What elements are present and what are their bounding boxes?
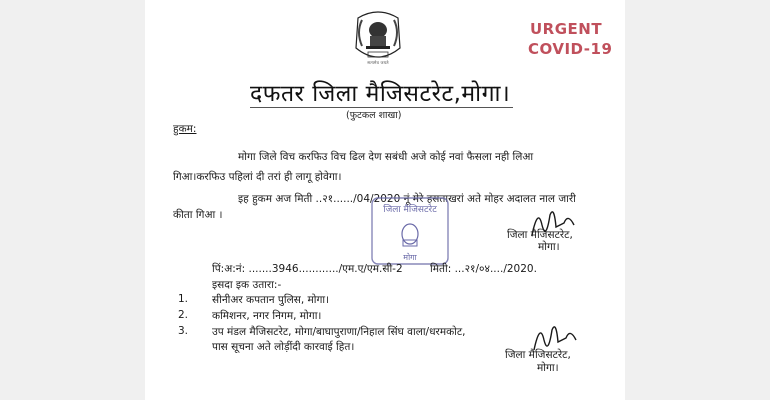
copy-item-1-text: सीनीअर कपतान पुलिस, मोगा। <box>212 294 330 306</box>
order-para1-line1: मोगा जिले विच करफिउ विच ढिल देण सबंधी अजे कोई नवां फैसला नही लिआ <box>238 151 534 163</box>
copy-item-1-num: 1. <box>178 293 189 305</box>
order-para2-line1: इह हुकम अज मिती ..२१....../04/2020 नूं मेरे हसताखरां अते मोहर अदालत नाल जारी <box>238 193 576 205</box>
state-emblem-icon <box>348 8 408 66</box>
order-para2-line2: कीता गिआ । <box>173 209 223 221</box>
endorsement-number: पिं:अ:नं: .......3946............/एम.ए/एम.सी-2 <box>212 263 403 275</box>
copy-purpose: पास सूचना अते लोड़ींदी कारवाई हित। <box>212 341 355 353</box>
copy-item-3-num: 3. <box>178 325 189 337</box>
left-margin <box>0 0 145 400</box>
endorsement-date: मिती: ...२१/०४..../2020. <box>430 263 537 275</box>
seal-top-text: जिला मैजिसटरेट <box>383 205 437 215</box>
signature2-title: जिला मैजिसटरेट, <box>505 349 571 361</box>
branch-subtitle: (फुटकल शाखा) <box>346 110 402 121</box>
copy-heading: इसदा इक उतारा:- <box>212 279 282 291</box>
seal-bottom-text: मोगा <box>403 253 417 262</box>
signature2-place: मोगा। <box>537 362 559 374</box>
covid-stamp: COVID-19 <box>528 40 613 58</box>
signature1-place: मोगा। <box>538 241 560 253</box>
copy-item-2-text: कमिशनर, नगर निगम, मोगा। <box>212 310 322 322</box>
signature1-title: जिला मैजिसटरेट, <box>507 229 573 241</box>
copy-item-2-num: 2. <box>178 309 189 321</box>
office-title: दफतर जिला मैजिसटरेट,मोगा। <box>250 81 511 107</box>
emblem-caption: सत्यमेव जयते <box>367 60 389 65</box>
order-para1-line2: गिआ।करफिउ पहिलां दी तरां ही लागू होवेगा। <box>173 171 342 183</box>
court-seal <box>370 196 450 266</box>
right-margin <box>625 0 770 400</box>
urgent-stamp: URGENT <box>530 20 603 38</box>
copy-item-3-text: उप मंडल मैजिसटरेट, मोगा/बाघापुराणा/निहाल सिंघ वाला/धरमकोट, <box>212 326 466 338</box>
order-heading: हुकम: <box>173 123 197 135</box>
